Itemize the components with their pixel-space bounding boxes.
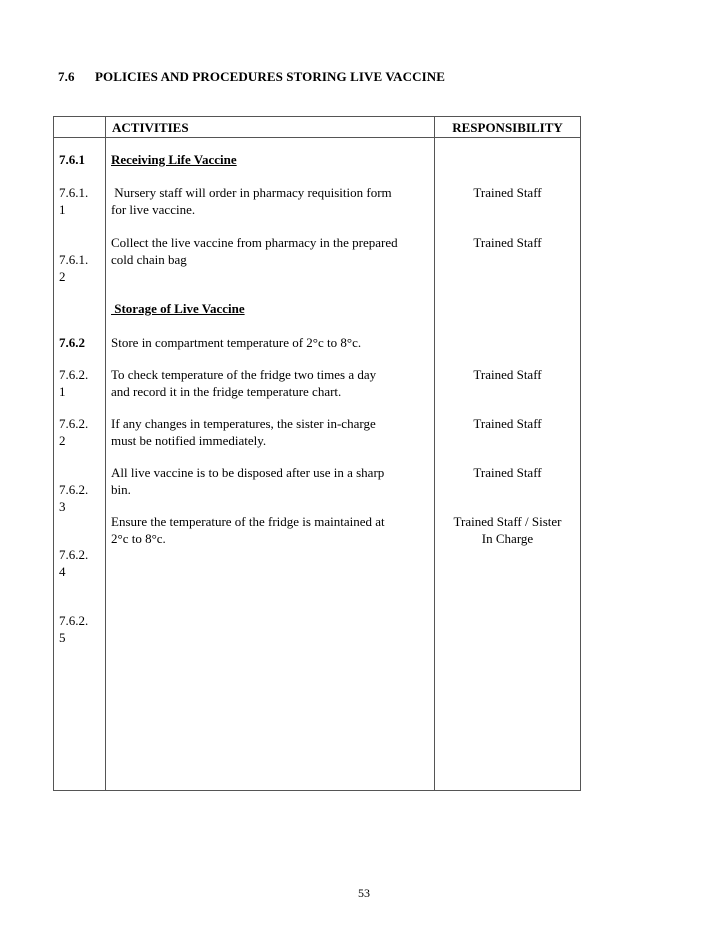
activity-text: and record it in the fridge temperature chart.: [111, 384, 342, 399]
item-number: 7.6.1.: [59, 252, 89, 267]
responsibility-text: In Charge: [481, 531, 534, 546]
item-number: 4: [59, 564, 66, 579]
item-number: 7.6.2.: [59, 613, 89, 628]
table-column-divider-number: [105, 117, 106, 790]
item-number: 7.6.2.: [59, 367, 89, 382]
responsibility-text: Trained Staff: [473, 416, 542, 431]
section-title: POLICIES AND PROCEDURES STORING LIVE VACCINE: [95, 69, 446, 84]
activity-text: All live vaccine is to be disposed after use in a sharp: [111, 465, 385, 480]
item-number: 3: [59, 499, 66, 514]
item-number: 5: [59, 630, 66, 645]
item-number: 7.6.2: [59, 335, 85, 350]
page-number: 53: [358, 886, 370, 900]
item-number: 2: [59, 433, 66, 448]
activity-text: bin.: [111, 482, 131, 497]
column-header-activities: ACTIVITIES: [112, 120, 189, 135]
subsection-title-storage: Storage of Live Vaccine: [111, 301, 245, 316]
activity-text: cold chain bag: [111, 252, 187, 267]
item-number: 7.6.1.: [59, 185, 89, 200]
section-number: 7.6: [58, 69, 75, 84]
item-number: 1: [59, 384, 66, 399]
responsibility-text: Trained Staff: [473, 367, 542, 382]
activity-text: Ensure the temperature of the fridge is maintained at: [111, 514, 385, 529]
responsibility-text: Trained Staff: [473, 235, 542, 250]
section-heading: [58, 69, 445, 85]
responsibility-text: Trained Staff: [473, 185, 542, 200]
table-header-divider: [54, 137, 580, 138]
activity-text: To check temperature of the fridge two times a day: [111, 367, 377, 382]
responsibility-text: Trained Staff / Sister: [453, 514, 562, 529]
item-number: 1: [59, 202, 66, 217]
responsibility-text: Trained Staff: [473, 465, 542, 480]
activity-text: must be notified immediately.: [111, 433, 267, 448]
activity-text: Nursery staff will order in pharmacy requisition form: [111, 185, 392, 200]
item-number: 7.6.1: [59, 152, 85, 167]
activity-text: Collect the live vaccine from pharmacy in the prepared: [111, 235, 398, 250]
table-column-divider-responsibility: [434, 117, 435, 790]
subsection-title-receiving: Receiving Life Vaccine: [111, 152, 237, 167]
activity-text: for live vaccine.: [111, 202, 196, 217]
activity-text: Store in compartment temperature of 2°c to 8°c.: [111, 335, 362, 350]
item-number: 7.6.2.: [59, 482, 89, 497]
item-number: 7.6.2.: [59, 416, 89, 431]
activity-text: 2°c to 8°c.: [111, 531, 166, 546]
item-number: 2: [59, 269, 66, 284]
item-number: 7.6.2.: [59, 547, 89, 562]
activity-text: If any changes in temperatures, the sister in-charge: [111, 416, 376, 431]
column-header-responsibility: RESPONSIBILITY: [452, 120, 563, 135]
